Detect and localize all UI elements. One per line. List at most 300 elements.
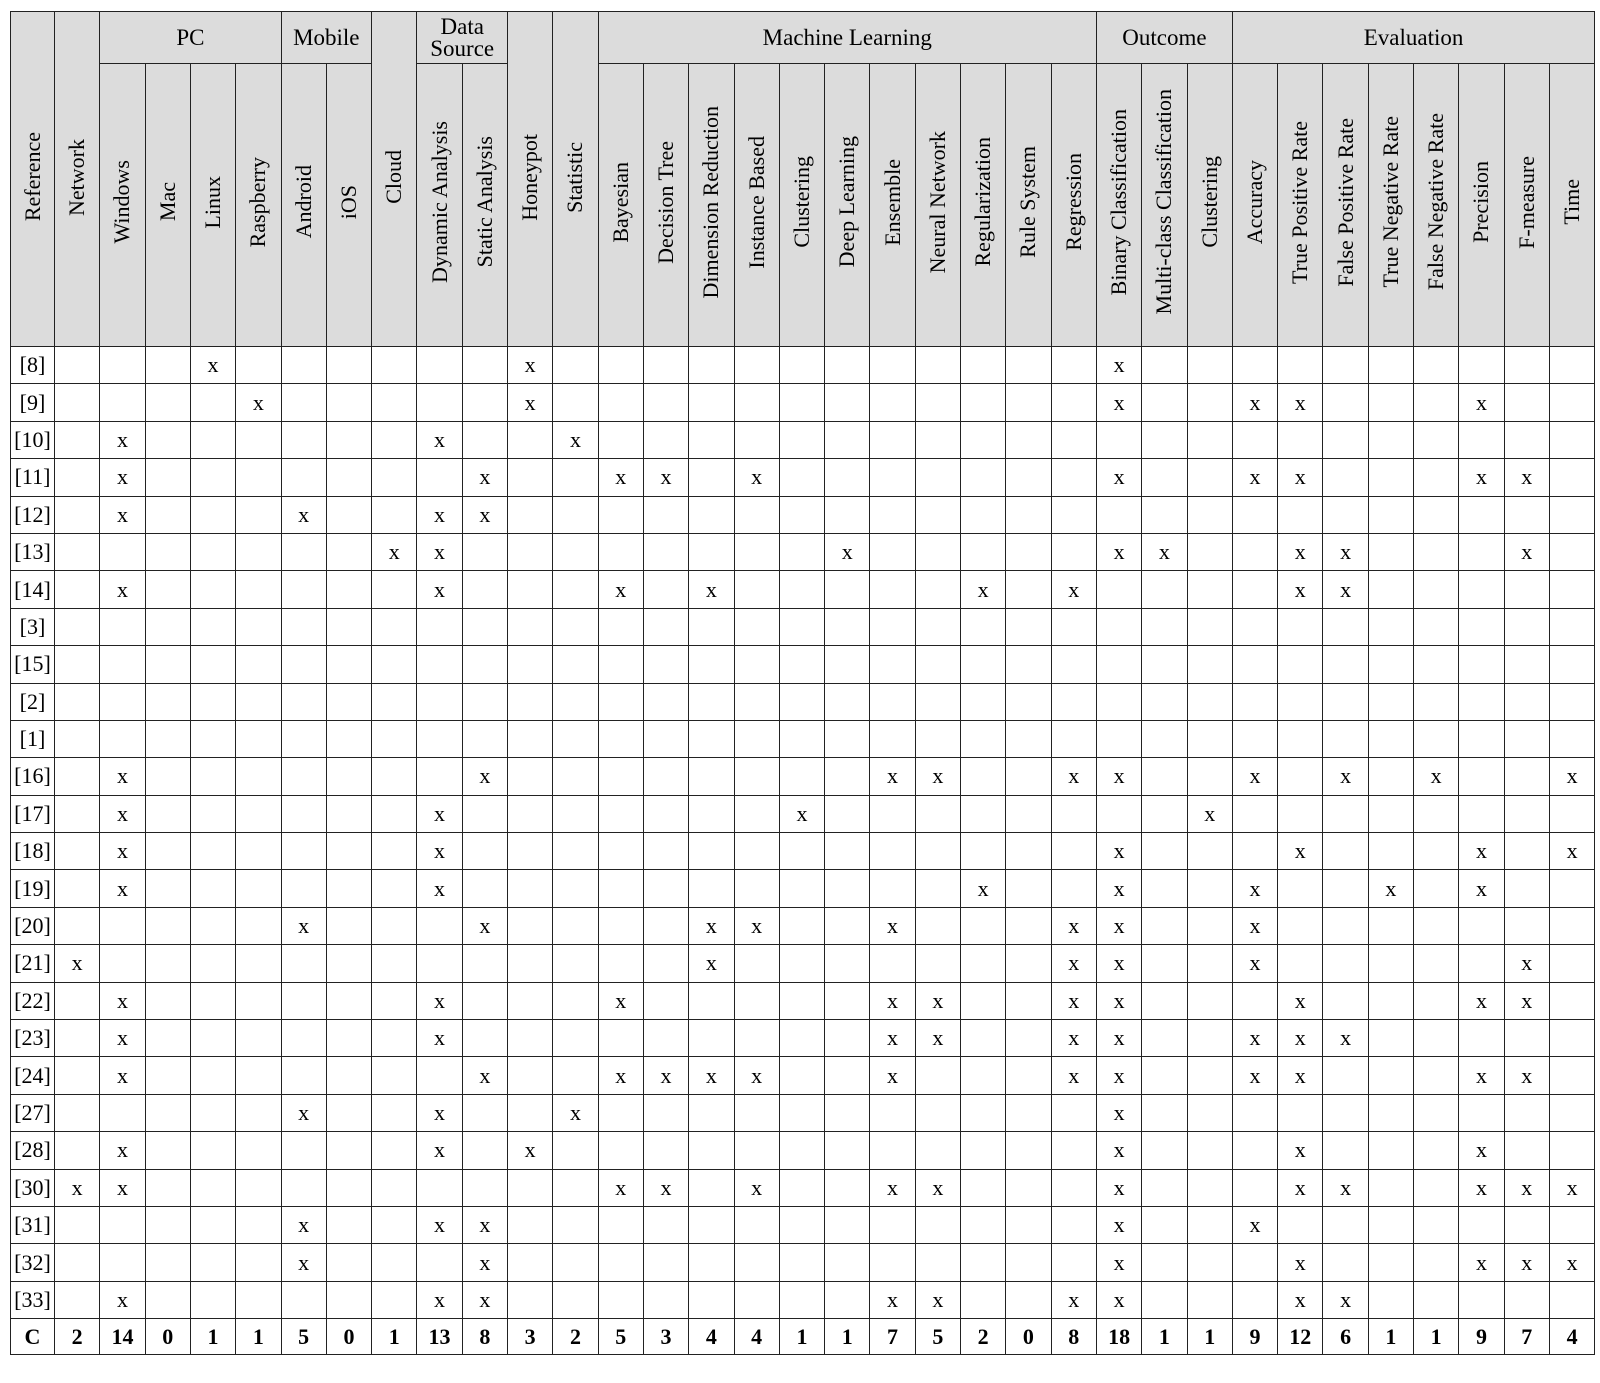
check-mark: x — [1521, 1062, 1533, 1088]
cell-neural-network — [915, 1094, 960, 1131]
cell-accuracy — [1232, 833, 1277, 870]
cell-cloud — [372, 1094, 417, 1131]
table-row — [11, 1094, 1595, 1131]
cell-network — [55, 347, 100, 384]
cell-dynamic-analysis — [417, 347, 462, 384]
cell-ios — [326, 795, 371, 832]
cell-ios — [326, 1281, 371, 1318]
cell-time — [1549, 1094, 1594, 1131]
cell-instance-based — [734, 1244, 779, 1281]
cell-ios — [326, 1094, 371, 1131]
cell-mac — [145, 833, 190, 870]
check-mark: x — [977, 875, 989, 901]
cell-bayesian — [598, 347, 643, 384]
cell-deep-learning — [825, 1206, 870, 1243]
check-mark: x — [1068, 1286, 1080, 1312]
cell-cloud — [372, 795, 417, 832]
cell-dimension-reduction — [689, 384, 734, 421]
cell-precision — [1459, 421, 1504, 458]
cell-static-analysis — [462, 384, 507, 421]
check-mark: x — [1113, 1174, 1125, 1200]
cell-network — [55, 945, 100, 982]
cell-precision — [1459, 608, 1504, 645]
cell-dimension-reduction — [689, 833, 734, 870]
cell-raspberry — [236, 1057, 281, 1094]
cell-clustering — [779, 533, 824, 570]
count-multi-class-classification: 1 — [1142, 1319, 1187, 1355]
check-mark: x — [479, 464, 491, 490]
check-mark: x — [434, 1025, 446, 1051]
cell-neural-network — [915, 907, 960, 944]
table-row — [11, 907, 1595, 944]
cell-precision — [1459, 459, 1504, 496]
cell-dynamic-analysis — [417, 982, 462, 1019]
cell-multi-class-classification — [1142, 384, 1187, 421]
cell-raspberry — [236, 421, 281, 458]
cell-dynamic-analysis — [417, 683, 462, 720]
cell-accuracy — [1232, 421, 1277, 458]
cell-false-positive-rate — [1323, 1132, 1368, 1169]
table-row — [11, 1244, 1595, 1281]
cell-honeypot — [508, 720, 553, 757]
cell-clustering — [779, 347, 824, 384]
cell-time — [1549, 1057, 1594, 1094]
cell-false-positive-rate — [1323, 533, 1368, 570]
cell-neural-network — [915, 1132, 960, 1169]
cell-outcome-clustering — [1187, 533, 1232, 570]
cell-time — [1549, 683, 1594, 720]
cell-f-measure — [1504, 421, 1549, 458]
cell-android — [281, 870, 326, 907]
cell-true-negative-rate — [1368, 833, 1413, 870]
cell-regularization — [960, 646, 1005, 683]
subheader-dimension-reduction — [689, 64, 734, 347]
cell-bayesian — [598, 496, 643, 533]
cell-statistic — [553, 795, 598, 832]
check-mark: x — [1475, 464, 1487, 490]
cell-clustering — [779, 1057, 824, 1094]
cell-honeypot — [508, 758, 553, 795]
cell-rule-system — [1006, 758, 1051, 795]
cell-false-negative-rate — [1414, 384, 1459, 421]
check-mark: x — [751, 913, 763, 939]
group-label-machine-learning: Machine Learning — [762, 24, 932, 50]
cell-bayesian — [598, 870, 643, 907]
cell-false-negative-rate — [1414, 1244, 1459, 1281]
cell-outcome-clustering — [1187, 1020, 1232, 1057]
cell-instance-based — [734, 608, 779, 645]
cell-dimension-reduction — [689, 1057, 734, 1094]
cell-linux — [190, 982, 235, 1019]
check-mark: x — [1068, 576, 1080, 602]
cell-linux — [190, 1132, 235, 1169]
cell-ensemble — [870, 1244, 915, 1281]
count-statistic: 2 — [553, 1319, 598, 1355]
subheader-label-precision: Precision — [1468, 161, 1494, 243]
check-mark: x — [1475, 1137, 1487, 1163]
check-mark: x — [1294, 1062, 1306, 1088]
cell-accuracy — [1232, 795, 1277, 832]
subheader-label-deep-learning: Deep Learning — [834, 136, 860, 268]
cell-instance-based — [734, 907, 779, 944]
check-mark: x — [116, 1137, 128, 1163]
check-mark: x — [1068, 1062, 1080, 1088]
cell-instance-based — [734, 347, 779, 384]
cell-clustering — [779, 421, 824, 458]
check-mark: x — [1113, 1286, 1125, 1312]
cell-raspberry — [236, 347, 281, 384]
cell-instance-based — [734, 720, 779, 757]
check-mark: x — [116, 1286, 128, 1312]
cell-network — [55, 795, 100, 832]
cell-ios — [326, 720, 371, 757]
cell-neural-network — [915, 1206, 960, 1243]
check-mark: x — [1113, 763, 1125, 789]
count-true-negative-rate: 1 — [1368, 1319, 1413, 1355]
cell-time — [1549, 1169, 1594, 1206]
cell-dimension-reduction — [689, 421, 734, 458]
cell-true-positive-rate — [1278, 982, 1323, 1019]
cell-multi-class-classification — [1142, 1206, 1187, 1243]
check-mark: x — [1113, 1062, 1125, 1088]
header-label-network: Network — [64, 138, 90, 216]
check-mark: x — [660, 464, 672, 490]
cell-honeypot — [508, 1132, 553, 1169]
subheader-time — [1549, 64, 1594, 347]
cell-decision-tree — [643, 421, 688, 458]
count-rule-system: 0 — [1006, 1319, 1051, 1355]
header-network — [55, 12, 100, 347]
cell-binary-classification — [1096, 907, 1141, 944]
cell-mac — [145, 982, 190, 1019]
cell-false-positive-rate — [1323, 1206, 1368, 1243]
cell-network — [55, 907, 100, 944]
cell-rule-system — [1006, 1169, 1051, 1206]
check-mark: x — [1566, 763, 1578, 789]
cell-decision-tree — [643, 795, 688, 832]
cell-ensemble — [870, 421, 915, 458]
cell-linux — [190, 646, 235, 683]
subheader-label-clustering: Clustering — [1196, 156, 1222, 248]
cell-ensemble — [870, 795, 915, 832]
cell-network — [55, 1281, 100, 1318]
cell-binary-classification — [1096, 384, 1141, 421]
cell-dynamic-analysis — [417, 384, 462, 421]
check-mark: x — [932, 1025, 944, 1051]
cell-android — [281, 833, 326, 870]
count-neural-network: 5 — [915, 1319, 960, 1355]
cell-precision — [1459, 496, 1504, 533]
cell-honeypot — [508, 982, 553, 1019]
subheader-true-negative-rate — [1368, 64, 1413, 347]
reference-cell: [21] — [11, 945, 55, 982]
cell-decision-tree — [643, 459, 688, 496]
cell-precision — [1459, 1132, 1504, 1169]
cell-dynamic-analysis — [417, 870, 462, 907]
check-mark: x — [1385, 875, 1397, 901]
table-row — [11, 421, 1595, 458]
cell-false-positive-rate — [1323, 720, 1368, 757]
count-linux: 1 — [190, 1319, 235, 1355]
cell-windows — [100, 758, 145, 795]
cell-raspberry — [236, 833, 281, 870]
cell-outcome-clustering — [1187, 1206, 1232, 1243]
cell-decision-tree — [643, 1094, 688, 1131]
cell-false-negative-rate — [1414, 758, 1459, 795]
cell-honeypot — [508, 1094, 553, 1131]
cell-regression — [1051, 982, 1096, 1019]
check-mark: x — [977, 576, 989, 602]
cell-windows — [100, 533, 145, 570]
cell-ensemble — [870, 683, 915, 720]
cell-false-positive-rate — [1323, 795, 1368, 832]
cell-decision-tree — [643, 1057, 688, 1094]
cell-accuracy — [1232, 683, 1277, 720]
cell-cloud — [372, 421, 417, 458]
cell-accuracy — [1232, 384, 1277, 421]
cell-f-measure — [1504, 347, 1549, 384]
subheader-false-negative-rate — [1414, 64, 1459, 347]
cell-cloud — [372, 683, 417, 720]
check-mark: x — [434, 539, 446, 565]
cell-static-analysis — [462, 758, 507, 795]
table-row — [11, 1020, 1595, 1057]
cell-raspberry — [236, 459, 281, 496]
cell-instance-based — [734, 421, 779, 458]
cell-multi-class-classification — [1142, 1244, 1187, 1281]
reference-cell: [10] — [11, 421, 55, 458]
cell-dimension-reduction — [689, 683, 734, 720]
cell-mac — [145, 347, 190, 384]
cell-false-positive-rate — [1323, 982, 1368, 1019]
check-mark: x — [116, 426, 128, 452]
count-static-analysis: 8 — [462, 1319, 507, 1355]
cell-neural-network — [915, 646, 960, 683]
check-mark: x — [932, 1174, 944, 1200]
count-dimension-reduction: 4 — [689, 1319, 734, 1355]
check-mark: x — [479, 1212, 491, 1238]
cell-android — [281, 646, 326, 683]
cell-binary-classification — [1096, 347, 1141, 384]
cell-deep-learning — [825, 571, 870, 608]
cell-dimension-reduction — [689, 907, 734, 944]
cell-windows — [100, 421, 145, 458]
cell-binary-classification — [1096, 1244, 1141, 1281]
check-mark: x — [116, 1062, 128, 1088]
cell-statistic — [553, 683, 598, 720]
cell-dimension-reduction — [689, 533, 734, 570]
reference-cell: [18] — [11, 833, 55, 870]
check-mark: x — [1113, 1025, 1125, 1051]
check-mark: x — [1475, 875, 1487, 901]
cell-network — [55, 608, 100, 645]
check-mark: x — [298, 913, 310, 939]
cell-mac — [145, 496, 190, 533]
cell-true-negative-rate — [1368, 421, 1413, 458]
cell-bayesian — [598, 1132, 643, 1169]
cell-time — [1549, 720, 1594, 757]
check-mark: x — [1113, 913, 1125, 939]
table-row — [11, 1132, 1595, 1169]
cell-time — [1549, 1281, 1594, 1318]
cell-rule-system — [1006, 1132, 1051, 1169]
count-instance-based: 4 — [734, 1319, 779, 1355]
cell-android — [281, 1244, 326, 1281]
cell-precision — [1459, 683, 1504, 720]
cell-network — [55, 533, 100, 570]
header-label-cloud: Cloud — [381, 150, 407, 204]
check-mark: x — [434, 1137, 446, 1163]
check-mark: x — [1294, 576, 1306, 602]
check-mark: x — [1113, 1212, 1125, 1238]
cell-binary-classification — [1096, 496, 1141, 533]
header-label-honeypot: Honeypot — [517, 133, 543, 221]
cell-accuracy — [1232, 1244, 1277, 1281]
cell-clustering — [779, 907, 824, 944]
cell-rule-system — [1006, 1094, 1051, 1131]
cell-regularization — [960, 1094, 1005, 1131]
cell-ensemble — [870, 870, 915, 907]
cell-accuracy — [1232, 459, 1277, 496]
cell-time — [1549, 907, 1594, 944]
cell-clustering — [779, 608, 824, 645]
cell-f-measure — [1504, 533, 1549, 570]
cell-statistic — [553, 496, 598, 533]
cell-multi-class-classification — [1142, 795, 1187, 832]
check-mark: x — [615, 576, 627, 602]
check-mark: x — [615, 1174, 627, 1200]
cell-multi-class-classification — [1142, 496, 1187, 533]
cell-dimension-reduction — [689, 1244, 734, 1281]
cell-precision — [1459, 1169, 1504, 1206]
cell-android — [281, 608, 326, 645]
cell-ios — [326, 833, 371, 870]
table-row — [11, 384, 1595, 421]
check-mark: x — [751, 1062, 763, 1088]
cell-regularization — [960, 907, 1005, 944]
subheader-rule-system — [1006, 64, 1051, 347]
cell-binary-classification — [1096, 758, 1141, 795]
cell-true-positive-rate — [1278, 1244, 1323, 1281]
cell-outcome-clustering — [1187, 982, 1232, 1019]
cell-linux — [190, 795, 235, 832]
check-mark: x — [660, 1174, 672, 1200]
cell-decision-tree — [643, 1281, 688, 1318]
reference-cell: [3] — [11, 608, 55, 645]
cell-precision — [1459, 1206, 1504, 1243]
cell-clustering — [779, 833, 824, 870]
check-mark: x — [434, 1212, 446, 1238]
cell-mac — [145, 683, 190, 720]
cell-false-positive-rate — [1323, 384, 1368, 421]
cell-statistic — [553, 533, 598, 570]
cell-true-positive-rate — [1278, 571, 1323, 608]
cell-precision — [1459, 384, 1504, 421]
cell-precision — [1459, 1020, 1504, 1057]
cell-linux — [190, 1206, 235, 1243]
cell-rule-system — [1006, 496, 1051, 533]
cell-static-analysis — [462, 1169, 507, 1206]
cell-regression — [1051, 1057, 1096, 1094]
cell-static-analysis — [462, 646, 507, 683]
cell-true-positive-rate — [1278, 608, 1323, 645]
cell-outcome-clustering — [1187, 459, 1232, 496]
cell-deep-learning — [825, 1094, 870, 1131]
subheader-mac — [145, 64, 190, 347]
check-mark: x — [1294, 987, 1306, 1013]
subheader-label-f-measure: F-measure — [1513, 155, 1539, 249]
check-mark: x — [524, 1137, 536, 1163]
cell-network — [55, 1169, 100, 1206]
cell-false-negative-rate — [1414, 646, 1459, 683]
cell-linux — [190, 496, 235, 533]
cell-network — [55, 720, 100, 757]
cell-accuracy — [1232, 1206, 1277, 1243]
cell-ensemble — [870, 1020, 915, 1057]
cell-false-positive-rate — [1323, 496, 1368, 533]
cell-instance-based — [734, 1020, 779, 1057]
subheader-label-decision-tree: Decision Tree — [653, 140, 679, 264]
cell-instance-based — [734, 1206, 779, 1243]
cell-honeypot — [508, 945, 553, 982]
cell-bayesian — [598, 1057, 643, 1094]
cell-android — [281, 1169, 326, 1206]
cell-raspberry — [236, 683, 281, 720]
reference-cell: [31] — [11, 1206, 55, 1243]
cell-cloud — [372, 384, 417, 421]
check-mark: x — [1113, 1137, 1125, 1163]
table-row — [11, 1206, 1595, 1243]
cell-clustering — [779, 1020, 824, 1057]
cell-instance-based — [734, 833, 779, 870]
subheader-ensemble — [870, 64, 915, 347]
cell-static-analysis — [462, 907, 507, 944]
check-mark: x — [887, 1025, 899, 1051]
subheader-label-ios: iOS — [335, 184, 361, 220]
cell-ensemble — [870, 384, 915, 421]
cell-accuracy — [1232, 982, 1277, 1019]
cell-true-negative-rate — [1368, 982, 1413, 1019]
count-deep-learning: 1 — [825, 1319, 870, 1355]
cell-network — [55, 1094, 100, 1131]
cell-decision-tree — [643, 683, 688, 720]
cell-windows — [100, 795, 145, 832]
cell-deep-learning — [825, 945, 870, 982]
cell-true-negative-rate — [1368, 1057, 1413, 1094]
cell-false-positive-rate — [1323, 421, 1368, 458]
cell-true-negative-rate — [1368, 683, 1413, 720]
cell-ios — [326, 571, 371, 608]
cell-clustering — [779, 384, 824, 421]
cell-static-analysis — [462, 720, 507, 757]
cell-precision — [1459, 1244, 1504, 1281]
cell-windows — [100, 1169, 145, 1206]
check-mark: x — [569, 1100, 581, 1125]
check-mark: x — [1294, 464, 1306, 490]
cell-dynamic-analysis — [417, 421, 462, 458]
cell-bayesian — [598, 571, 643, 608]
cell-rule-system — [1006, 571, 1051, 608]
subheader-label-multi-class-classification: Multi-class Classification — [1151, 89, 1177, 315]
cell-f-measure — [1504, 384, 1549, 421]
cell-cloud — [372, 870, 417, 907]
cell-accuracy — [1232, 758, 1277, 795]
cell-statistic — [553, 1132, 598, 1169]
table-row — [11, 758, 1595, 795]
cell-f-measure — [1504, 1020, 1549, 1057]
cell-time — [1549, 384, 1594, 421]
cell-raspberry — [236, 907, 281, 944]
